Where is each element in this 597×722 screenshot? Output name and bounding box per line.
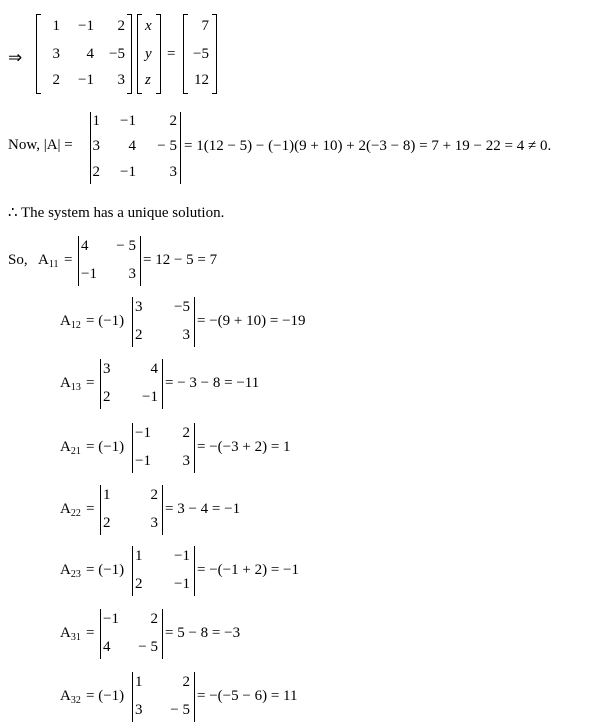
cofactor-result: = 5 − 8 = −3 (165, 625, 241, 641)
cofactor-subscript: 22 (70, 508, 81, 519)
minor-right-bar (194, 423, 195, 473)
cofactor-prefix: = (−1) (86, 688, 125, 704)
minor-right-bar (194, 672, 195, 722)
det-cell: 4 (128, 138, 136, 154)
cofactor-prefix: = (−1) (86, 313, 125, 329)
minor-cell: −1 (174, 576, 190, 592)
minor-right-bar (194, 297, 195, 347)
cofactor-prefix: = (86, 625, 95, 641)
cofactor-letter: A (60, 688, 71, 704)
vector-x-cell: x (145, 18, 152, 34)
cofactor-name (60, 375, 81, 393)
minor-cell: 2 (182, 425, 190, 441)
minor-cell: −1 (103, 611, 119, 627)
cofactor-subscript: 31 (70, 632, 81, 643)
vector-x-cell: z (145, 72, 151, 88)
cofactor-result: = 3 − 4 = −1 (165, 501, 241, 517)
det-cell: − 5 (157, 138, 177, 154)
minor-cell: 2 (135, 576, 143, 592)
cofactor-subscript: 11 (48, 259, 59, 270)
minor-left-bar (78, 236, 79, 286)
minor-cell: −1 (142, 389, 158, 405)
minor-left-bar (100, 359, 101, 409)
minor-left-bar (100, 485, 101, 535)
cofactor-name (38, 252, 58, 270)
cofactor-result: = −(−1 + 2) = −1 (197, 562, 299, 578)
vector-b-cell: −5 (193, 46, 209, 62)
matrix-a-cell: 3 (52, 46, 60, 62)
det-cell: 3 (169, 164, 177, 180)
minor-cell: −1 (135, 453, 151, 469)
minor-left-bar (132, 423, 133, 473)
matrix-a-right-bracket (127, 14, 132, 94)
vector-x-right-bracket (156, 14, 161, 94)
minor-cell: − 5 (138, 639, 158, 655)
det-expansion: = 1(12 − 5) − (−1)(9 + 10) + 2(−3 − 8) = 7 + 19 − 22 = 4 ≠ 0. (184, 138, 552, 154)
cofactor-name (60, 625, 81, 643)
cofactor-subscript: 21 (70, 446, 81, 457)
minor-right-bar (162, 609, 163, 659)
minor-right-bar (162, 359, 163, 409)
cofactor-result: = −(9 + 10) = −19 (197, 313, 306, 329)
minor-cell: −1 (174, 548, 190, 564)
cofactor-subscript: 23 (70, 569, 81, 580)
matrix-a-cell: −1 (78, 18, 94, 34)
minor-cell: 3 (150, 515, 158, 531)
cofactor-letter: A (60, 439, 71, 455)
minor-right-bar (162, 485, 163, 535)
minor-cell: 3 (135, 299, 143, 315)
det-cell: 2 (169, 113, 177, 129)
det-cell: 3 (92, 138, 100, 154)
minor-cell: 3 (103, 361, 111, 377)
minor-cell: 1 (135, 674, 143, 690)
cofactor-prefix: = (86, 501, 95, 517)
cofactor-name (60, 562, 81, 580)
cofactor-letter: A (60, 501, 71, 517)
vector-b-cell: 12 (194, 72, 209, 88)
minor-cell: −5 (174, 299, 190, 315)
unique-solution-text: ∴ The system has a unique solution. (8, 205, 225, 221)
cofactor-result: = 12 − 5 = 7 (143, 252, 218, 268)
matrix-a-cell: 4 (86, 46, 94, 62)
minor-cell: 2 (103, 515, 111, 531)
minor-cell: 4 (150, 361, 158, 377)
det-cell: −1 (120, 113, 136, 129)
minor-cell: − 5 (170, 702, 190, 718)
minor-cell: − 5 (116, 238, 136, 254)
minor-cell: 2 (103, 389, 111, 405)
minor-left-bar (132, 297, 133, 347)
minor-cell: 2 (150, 611, 158, 627)
minor-cell: 2 (150, 487, 158, 503)
minor-cell: −1 (135, 425, 151, 441)
det-cell: 1 (92, 113, 100, 129)
minor-cell: 1 (135, 548, 143, 564)
cofactor-subscript: 32 (70, 695, 81, 706)
cofactor-letter: A (38, 252, 49, 268)
minor-cell: 4 (81, 238, 89, 254)
minor-cell: −1 (81, 266, 97, 282)
cofactor-prefix: = (−1) (86, 562, 125, 578)
cofactor-name (60, 439, 81, 457)
vector-x-cell: y (145, 46, 152, 62)
matrix-a-cell: 2 (52, 72, 60, 88)
minor-cell: 3 (182, 327, 190, 343)
cofactor-subscript: 13 (70, 382, 81, 393)
cofactor-result: = −(−5 − 6) = 11 (197, 688, 298, 704)
minor-cell: 2 (135, 327, 143, 343)
cofactor-letter: A (60, 562, 71, 578)
cofactor-letter: A (60, 313, 71, 329)
minor-left-bar (132, 546, 133, 596)
cofactor-letter: A (60, 625, 71, 641)
minor-left-bar (132, 672, 133, 722)
matrix-a-cell: 1 (52, 18, 60, 34)
det-label: Now, |A| = (8, 137, 73, 153)
matrix-a-cell: 2 (117, 18, 125, 34)
minor-left-bar (100, 609, 101, 659)
cofactor-letter: A (60, 375, 71, 391)
matrix-a-cell: 3 (117, 72, 125, 88)
minor-cell: 3 (182, 453, 190, 469)
cofactor-result: = − 3 − 8 = −11 (165, 375, 260, 391)
matrix-a-cell: −5 (109, 46, 125, 62)
cofactor-name (60, 501, 81, 519)
cofactor-prefix: = (−1) (86, 439, 125, 455)
det-cell: −1 (120, 164, 136, 180)
cofactor-prefix: = (64, 252, 73, 268)
minor-cell: 4 (103, 639, 111, 655)
det-right-bar (180, 112, 181, 184)
vector-b-cell: 7 (201, 18, 209, 34)
minor-cell: 3 (128, 266, 136, 282)
cofactor-subscript: 12 (70, 320, 81, 331)
cofactor-lead: So, (8, 252, 28, 268)
cofactor-name (60, 688, 81, 706)
det-cell: 2 (92, 164, 100, 180)
cofactor-prefix: = (86, 375, 95, 391)
minor-right-bar (140, 236, 141, 286)
implies-arrow: ⇒ (8, 48, 23, 67)
matrix-a-cell: −1 (78, 72, 94, 88)
minor-cell: 1 (103, 487, 111, 503)
minor-cell: 2 (182, 674, 190, 690)
minor-cell: 3 (135, 702, 143, 718)
vector-x-left-bracket (137, 14, 142, 94)
vector-b-right-bracket (212, 14, 217, 94)
minor-right-bar (194, 546, 195, 596)
cofactor-result: = −(−3 + 2) = 1 (197, 439, 291, 455)
cofactor-name (60, 313, 81, 331)
equals-sign: = (167, 46, 176, 62)
